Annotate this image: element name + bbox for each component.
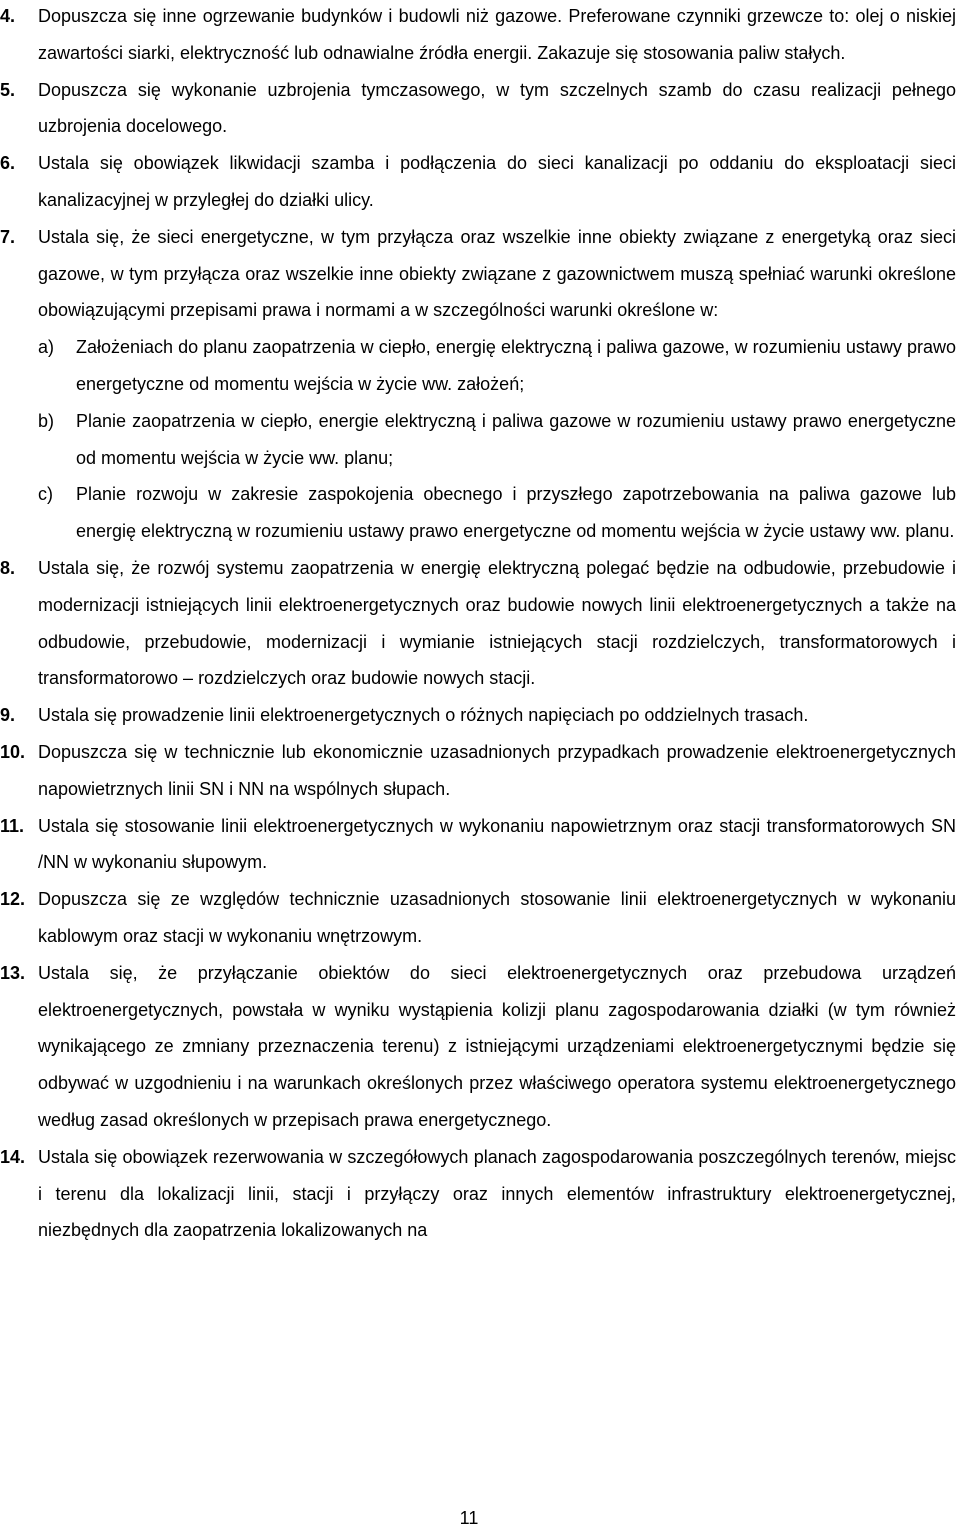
item-text: Ustala się, że sieci energetyczne, w tym przyłącza oraz wszelkie inne obiekty związane z energetyką oraz sieci gazowe, w tym przyłącza oraz wszelkie inne obiekty związane z gazownictwem muszą spełniać warunki określone obowiązującymi przepisami prawa i normami a w szczególności warunki określone w: <box>38 226 956 321</box>
item-number: 9. <box>0 705 16 726</box>
item-text: Dopuszcza się ze względów technicznie uzasadnionych stosowanie linii elektroenergetycznych w wykonaniu kablowym oraz stacji w wykonaniu wnętrzowym. <box>38 889 956 946</box>
item-text-wrapper <box>38 145 956 219</box>
list-item-12 <box>0 881 956 955</box>
sub-item-text: Planie zaopatrzenia w ciepło, energie elektryczną i paliwa gazowe w rozumieniu ustawy prawo energetyczne od momentu wejścia w życie ww. planu; <box>76 410 956 468</box>
item-number: 10. <box>0 741 26 762</box>
page-number: 11 <box>459 1508 479 1528</box>
item-number: 4. <box>0 6 16 26</box>
list-item-7 <box>0 219 956 550</box>
item-number: 6. <box>0 153 16 174</box>
list-item-9 <box>0 697 956 734</box>
item-number: 8. <box>0 557 16 578</box>
list-item-4 <box>0 0 956 72</box>
list-item-8 <box>0 550 956 697</box>
list-item-13 <box>0 955 956 1139</box>
item-text: Ustala się obowiązek likwidacji szamba i podłączenia do sieci kanalizacji po oddaniu do eksploatacji sieci kanalizacyjnej w przyległej do działki ulicy. <box>38 153 956 210</box>
item-text-wrapper <box>38 955 956 1139</box>
list-item-6 <box>0 145 956 219</box>
item-text-wrapper <box>38 734 956 808</box>
item-number: 5. <box>0 79 16 100</box>
item-text-wrapper <box>38 219 956 550</box>
item-text: Dopuszcza się w technicznie lub ekonomicznie uzasadnionych przypadkach prowadzenie elektroenergetycznych napowietrznych linii SN i NN na wspólnych słupach. <box>38 741 956 799</box>
item-text-wrapper <box>38 808 956 882</box>
item-text: Dopuszcza się inne ogrzewanie budynków i budowli niż gazowe. Preferowane czynniki grzewcze to: olej o niskiej zawartości siarki, elektryczność lub odnawialne źródła energii. Zakazuje się stosowania paliw stałych. <box>38 6 956 63</box>
sub-item-a <box>38 329 956 403</box>
item-number: 11. <box>0 815 25 836</box>
sub-item-b <box>38 403 956 477</box>
item-text-wrapper <box>38 881 956 955</box>
sub-item-label: c) <box>38 484 53 505</box>
sub-item-text: Planie rozwoju w zakresie zaspokojenia obecnego i przyszłego zapotrzebowania na paliwa gazowe lub energię elektryczną w rozumieniu ustawy prawo energetyczne od momentu wejścia w życie ustawy ww. planu. <box>76 484 956 542</box>
item-text: Ustala się stosowanie linii elektroenergetycznych w wykonaniu napowietrznym oraz stacji transformatorowych SN /NN w wykonaniu słupowym. <box>38 815 956 873</box>
list-item-10 <box>0 734 956 808</box>
list-item-14 <box>0 1139 956 1249</box>
sub-item-label: b) <box>38 410 55 431</box>
list-item-5 <box>0 72 956 146</box>
sub-item-text: Założeniach do planu zaopatrzenia w ciepło, energię elektryczną i paliwa gazowe, w rozumieniu ustawy prawo energetyczne od momentu wejścia w życie ww. założeń; <box>76 337 956 394</box>
list-item-11 <box>0 808 956 882</box>
item-text-wrapper <box>38 697 956 734</box>
item-number: 7. <box>0 226 16 247</box>
item-text-wrapper <box>38 72 956 146</box>
sub-item-c <box>38 476 956 550</box>
item-number: 12. <box>0 889 26 910</box>
item-text: Ustala się obowiązek rezerwowania w szczegółowych planach zagospodarowania poszczególnych terenów, miejsc i terenu dla lokalizacji linii, stacji i przyłączy oraz innych elementów infrastruktury elektroenergetycznej, niezbędnych dla zaopatrzenia lokalizowanych na <box>38 1146 956 1241</box>
item-text: Ustala się prowadzenie linii elektroenergetycznych o różnych napięciach po oddzielnych trasach. <box>38 705 809 726</box>
item-text: Ustala się, że przyłączanie obiektów do sieci elektroenergetycznych oraz przebudowa urządzeń elektroenergetycznych, powstała w wyniku wystąpienia kolizji planu zagospodarowania działki (w tym również wynikającego ze zmniany przeznaczenia terenu) z istniejącymi urządzeniami elektroenergetycznymi będzie się odbywać w uzgodnieniu i na warunkach określonych przez właściwego operatora systemu elektroenergetycznego według zasad określonych w przepisach prawa energetycznego. <box>38 962 956 1130</box>
sub-item-label: a) <box>38 337 55 358</box>
item-text-wrapper <box>38 550 956 697</box>
item-number: 14. <box>0 1146 26 1167</box>
item-text: Ustala się, że rozwój systemu zaopatrzenia w energię elektryczną polegać będzie na odbudowie, przebudowie i modernizacji istniejących linii elektroenergetycznych oraz budowie nowych linii elektroenergetycznych a także na odbudowie, przebudowie, modernizacji i wymianie istniejących stacji rozdzielczych, transformatorowych i transformatorowo – rozdzielczych oraz budowie nowych stacji. <box>38 557 956 689</box>
item-text: Dopuszcza się wykonanie uzbrojenia tymczasowego, w tym szczelnych szamb do czasu realizacji pełnego uzbrojenia docelowego. <box>38 79 956 137</box>
item-text-wrapper <box>38 1139 956 1249</box>
item-text-wrapper <box>38 0 956 72</box>
item-number: 13. <box>0 962 26 983</box>
